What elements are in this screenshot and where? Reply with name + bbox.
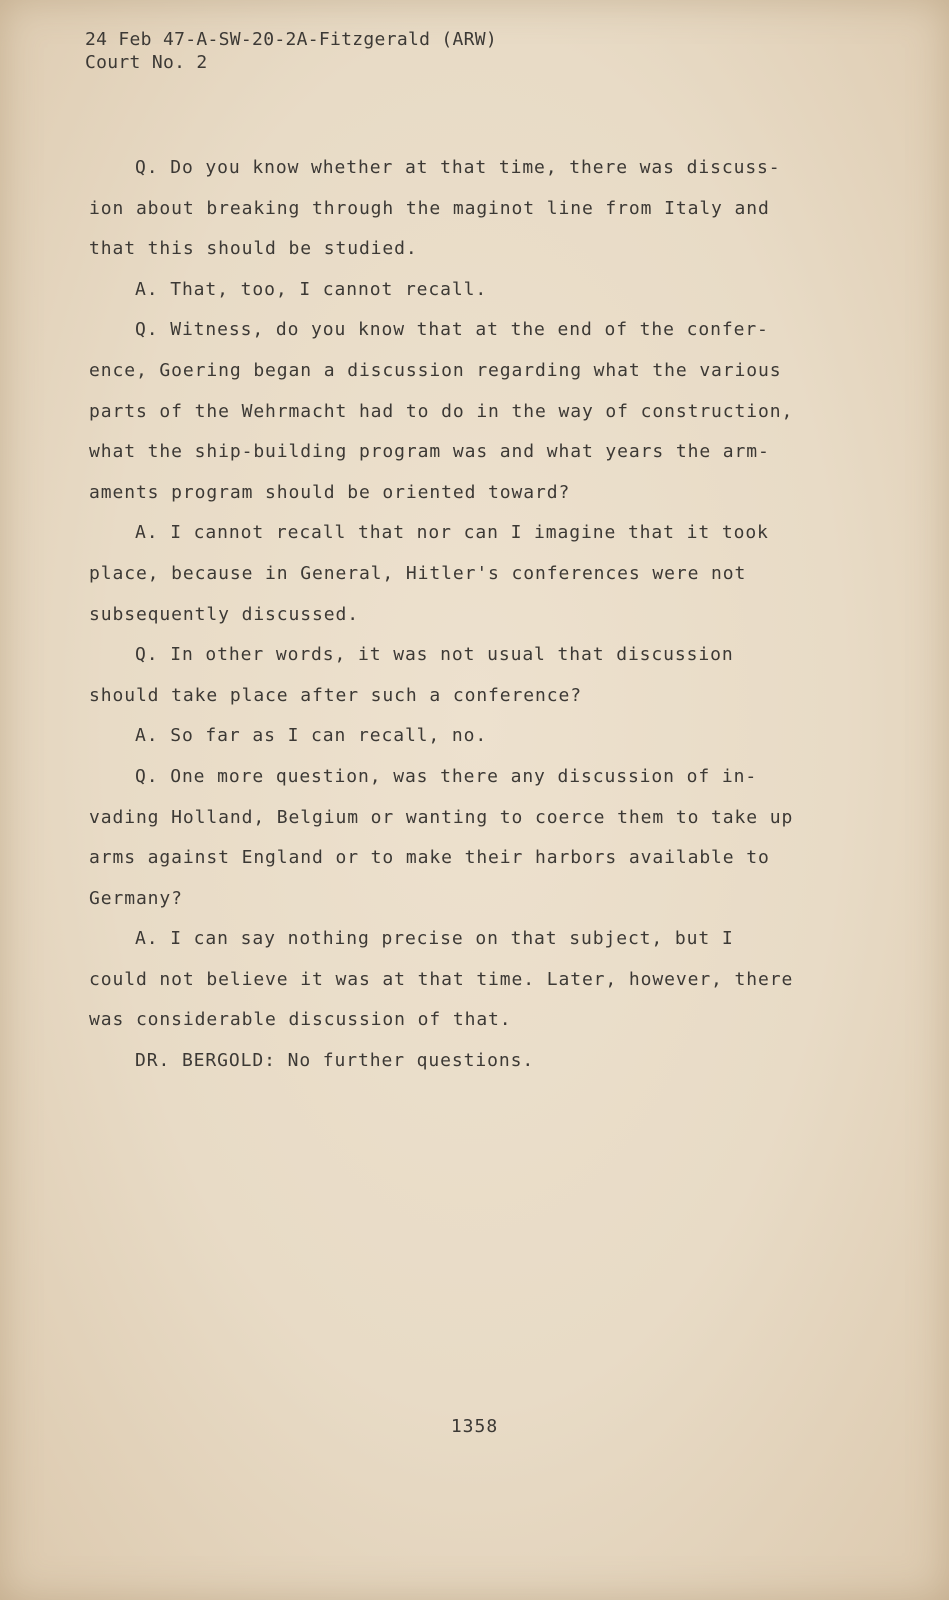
page-number: 1358 [450, 1416, 499, 1437]
transcript-line: A. I cannot recall that nor can I imagine that it took [135, 522, 769, 544]
transcript-line: should take place after such a conference? [89, 684, 582, 706]
transcript-line: Q. One more question, was there any discussion of in- [135, 765, 758, 787]
transcript-line: A. So far as I can recall, no. [135, 725, 488, 747]
transcript-line: vading Holland, Belgium or wanting to coerce them to take up [89, 806, 794, 828]
transcript-line: Q. Witness, do you know that at the end of the confer- [135, 319, 769, 341]
transcript-line: could not believe it was at that time. Later, however, there [89, 968, 794, 990]
transcript-line: place, because in General, Hitler's conferences were not [89, 562, 747, 584]
transcript-line: DR. BERGOLD: No further questions. [135, 1050, 535, 1072]
transcript-line: aments program should be oriented toward? [89, 481, 571, 503]
transcript-line: A. I can say nothing precise on that subject, but I [135, 928, 734, 950]
transcript-line: subsequently discussed. [89, 603, 359, 625]
transcript-line: parts of the Wehrmacht had to do in the way of construction, [89, 400, 794, 422]
transcript-body [89, 148, 849, 1082]
transcript-line: arms against England or to make their harbors available to [89, 847, 770, 869]
transcript-line: ion about breaking through the maginot line from Italy and [89, 197, 770, 219]
transcript-line: Q. Do you know whether at that time, there was discuss- [135, 157, 781, 178]
document-header [85, 28, 497, 74]
header-court: Court No. 2 [85, 52, 208, 73]
transcript-line: Q. In other words, it was not usual that discussion [135, 644, 734, 666]
transcript-line: that this should be studied. [89, 238, 418, 260]
transcript-line: A. That, too, I cannot recall. [135, 278, 488, 300]
header-reference: 24 Feb 47-A-SW-20-2A-Fitzgerald (ARW) [85, 29, 498, 50]
transcript-line: what the ship-building program was and what years the arm- [89, 441, 770, 463]
transcript-line: ence, Goering began a discussion regarding what the various [89, 359, 782, 381]
transcript-line: was considerable discussion of that. [89, 1009, 512, 1031]
transcript-line: Germany? [89, 887, 183, 909]
